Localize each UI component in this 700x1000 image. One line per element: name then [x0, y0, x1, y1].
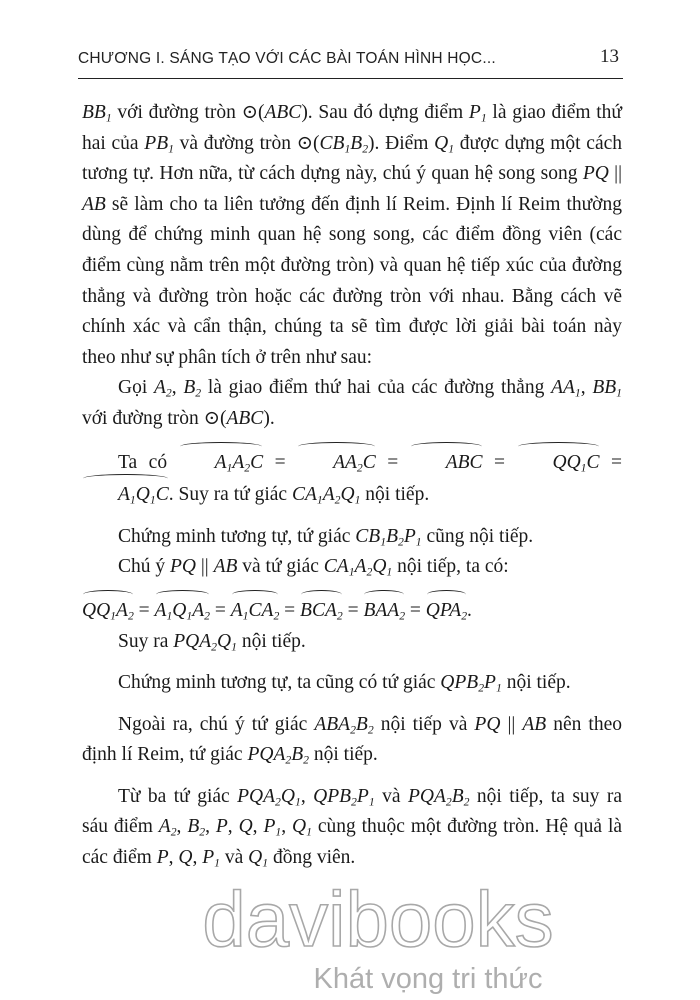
math-symbol: Q [172, 599, 187, 621]
math-subscript: 2 [273, 609, 280, 623]
arc-notation [517, 446, 600, 479]
arc-notation [82, 478, 169, 511]
math-symbol: B [350, 132, 363, 154]
math-subscript: 1 [480, 111, 487, 125]
math-symbol: QQ [552, 451, 581, 473]
math-subscript: 2 [478, 681, 485, 695]
math-symbol: A [158, 816, 171, 838]
math-subscript: 2 [350, 723, 356, 737]
math-subscript: 2 [199, 825, 206, 839]
math-symbol: P [156, 847, 169, 869]
math-symbol: ABC [445, 451, 483, 473]
math-symbol: A [354, 556, 367, 578]
math-subscript: 2 [336, 609, 343, 623]
math-subscript: 1 [168, 142, 174, 156]
watermark-brand: davibooks [202, 880, 554, 963]
math-subscript: 2 [461, 609, 468, 623]
paragraph: Ta có $A_1A_2C = AA_2C$ = ABC = $QQ_1C = A_1Q_1C$. Suy ra tứ giác $CA_1A_2Q_1$ nội tiếp. [82, 446, 622, 511]
math-subscript: 1 [386, 565, 393, 579]
math-symbol: Q [238, 816, 253, 838]
paragraph: Ngoài ra, chú ý tứ giác $ABA_2B_2$ nội tiếp và PQ || AB nên theo định lí Reim, tứ giác $PQA_2B_2$ nội tiếp. [82, 713, 622, 767]
math-subscript: 1 [294, 795, 301, 809]
math-symbol: CA [323, 556, 349, 578]
math-symbol: P [215, 816, 228, 838]
math-symbol: Q [280, 785, 295, 807]
math-subscript: 1 [495, 681, 502, 695]
math-symbol: A [214, 451, 227, 473]
math-symbol: Q [372, 556, 387, 578]
math-symbol: B [183, 377, 196, 399]
arc-notation [155, 594, 210, 627]
math-subscript: 2 [362, 142, 369, 156]
math-symbol: A [118, 484, 130, 506]
math-subscript: 1 [214, 856, 220, 870]
chapter-title: CHƯƠNG I. SÁNG TẠO VỚI CÁC BÀI TOÁN HÌNH HỌC... [78, 50, 496, 67]
math-symbol: AB [522, 713, 547, 735]
math-subscript: 1 [316, 493, 323, 507]
math-subscript: 1 [186, 609, 193, 623]
math-symbol: PQ [474, 713, 501, 735]
paragraph: Suy ra $PQA_2Q_1$ nội tiếp. [118, 630, 306, 653]
page-body [82, 98, 622, 874]
math-symbol: ABA [314, 713, 351, 735]
paragraph: Từ ba tứ giác $PQA_2Q_1$, $QPB_2P_1$ và $PQA_2B_2$ nội tiếp, ta suy ra sáu điểm $A_2$, $B_2$, P, Q, $P_1$, $Q_1$ cùng thuộc một đường tròn. Hệ quả là các điểm P, Q, $P_1$ và $Q_1$ đồng viên. [82, 785, 623, 870]
math-subscript: 2 [170, 825, 177, 839]
math-subscript: 1 [306, 825, 312, 839]
math-symbol: A [230, 599, 243, 621]
math-subscript: 1 [262, 856, 269, 870]
math-symbol: CB [319, 132, 345, 154]
math-symbol: CA [248, 599, 274, 621]
math-subscript: 2 [211, 640, 217, 653]
math-symbol: QPB [313, 785, 352, 807]
math-subscript: 1 [110, 609, 117, 623]
math-subscript: 1 [129, 493, 136, 507]
math-symbol: P [356, 785, 369, 807]
math-symbol: A [154, 599, 167, 621]
arc-notation [297, 446, 376, 479]
math-symbol: B [451, 785, 464, 807]
math-symbol: P [484, 672, 496, 694]
math-symbol: C [155, 484, 169, 506]
math-subscript: 2 [351, 795, 357, 809]
math-subscript: 1 [166, 609, 173, 623]
math-subscript: 1 [149, 493, 156, 507]
math-symbol: PB [144, 132, 169, 154]
math-symbol: BAA [363, 599, 400, 621]
math-symbol: QQ [82, 599, 111, 621]
math-subscript: 1 [344, 142, 351, 156]
math-subscript: 2 [334, 493, 341, 507]
math-subscript: 2 [463, 795, 470, 809]
math-symbol: PQA [247, 744, 286, 766]
math-subscript: 1 [415, 535, 422, 549]
math-subscript: 2 [244, 461, 251, 475]
paragraph: $BB_1$ với đường tròn ⊙(ABC). Sau đó dựng điểm $P_1$ là giao điểm thứ hai của $PB_1$ và đường tròn $⊙(CB_1B_2)$. Điểm $Q_1$ được dựng một cách tương tự. Hơn nữa, từ cách dựng này, chú ý quan hệ song song PQ || AB sẽ làm cho ta liên tưởng đến định lí Reim. Định lí Reim thường dùng để chứng minh quan hệ song song, các điểm đồng viên (các điểm cùng nằm trên một đường tròn) và quan hệ tiếp xúc của đường thẳng và đường tròn hoặc các đường tròn với nhau. Bằng cách vẽ chính xác và cẩn thận, chúng ta sẽ tìm được lời giải bài toán này theo như sự phân tích ở trên như sau: [82, 102, 623, 368]
math-symbol: BB [82, 102, 106, 123]
math-subscript: 2 [399, 609, 406, 623]
math-symbol: AA [333, 451, 357, 473]
watermark-logo [178, 880, 578, 1000]
math-symbol: CB [355, 525, 381, 547]
math-symbol: PQA [173, 630, 212, 652]
arc-notation [231, 594, 280, 627]
math-subscript: 1 [380, 535, 387, 549]
math-symbol: C [362, 451, 376, 473]
paragraph: Chú ý PQ || AB và tứ giác $CA_1A_2Q_1$ nội tiếp, ta có: [118, 556, 509, 579]
watermark-slogan: Khát vọng tri thức [313, 963, 543, 995]
math-subscript: 2 [127, 609, 134, 623]
math-subscript: 1 [105, 111, 112, 125]
math-symbol: AA [551, 377, 575, 399]
math-symbol: A [322, 484, 335, 506]
math-subscript: 2 [445, 795, 452, 809]
math-subscript: 2 [303, 753, 309, 767]
math-symbol: B [355, 713, 368, 735]
math-symbol: C [250, 451, 264, 473]
math-symbol: PQ [170, 556, 197, 578]
math-symbol: Q [340, 484, 355, 506]
paragraph: Chứng minh tương tự, ta cũng có tứ giác $QPB_2P_1$ nội tiếp. [118, 672, 571, 695]
equation-line: $QQ_1A_2 = A_1Q_1A_2 = A_1CA_2 = BCA_2 = BAA_2 = QPA_2$. [82, 594, 622, 627]
math-subscript: 2 [367, 723, 374, 737]
math-symbol: A [192, 599, 205, 621]
math-symbol: B [386, 525, 398, 547]
math-symbol: PQA [237, 785, 276, 807]
math-symbol: QPA [425, 599, 462, 621]
math-symbol: BCA [300, 599, 337, 621]
math-subscript: 1 [448, 142, 455, 156]
math-symbol: A [232, 451, 245, 473]
paragraph: Gọi $A_2$, $B_2$ là giao điểm thứ hai của các đường thẳng $AA_1$, $BB_1$ với đường tròn ⊙(ABC). [82, 377, 623, 429]
math-subscript: 1 [354, 493, 361, 507]
arc-notation [179, 446, 264, 479]
math-symbol: A [116, 599, 128, 621]
math-symbol: P [403, 525, 416, 547]
math-subscript: 1 [242, 609, 249, 623]
math-subscript: 2 [275, 795, 281, 809]
running-header [78, 44, 623, 79]
math-subscript: 1 [226, 461, 233, 475]
math-subscript: 1 [231, 640, 237, 653]
math-symbol: QPB [440, 672, 479, 694]
math-symbol: ABC [264, 102, 302, 123]
math-symbol: P [468, 102, 481, 123]
math-symbol: B [291, 744, 304, 766]
math-symbol: P [202, 847, 215, 869]
arc-notation [363, 594, 405, 627]
math-subscript: 2 [285, 753, 292, 767]
math-symbol: AB [213, 556, 238, 578]
math-symbol: PQA [407, 785, 446, 807]
arc-notation [82, 594, 134, 627]
math-subscript: 2 [366, 565, 373, 579]
math-subscript: 2 [204, 609, 210, 623]
arc-notation [300, 594, 343, 627]
page-number: 13 [600, 46, 619, 67]
math-subscript: 1 [368, 795, 375, 809]
math-symbol: PQ [582, 163, 609, 185]
arc-notation [426, 594, 467, 627]
math-symbol: CA [291, 484, 317, 506]
math-symbol: A [153, 377, 166, 399]
math-subscript: 1 [616, 386, 623, 400]
arc-notation [410, 446, 483, 479]
math-symbol: C [586, 451, 600, 473]
math-subscript: 1 [275, 825, 282, 839]
math-subscript: 2 [397, 535, 404, 549]
paragraph: Chứng minh tương tự, tứ giác $CB_1B_2P_1$ cũng nội tiếp. [118, 525, 534, 549]
math-subscript: 2 [165, 386, 172, 400]
math-symbol: B [187, 816, 200, 838]
math-subscript: 1 [348, 565, 355, 579]
math-symbol: P [263, 816, 276, 838]
math-symbol: Q [217, 630, 232, 652]
math-symbol: AB [82, 193, 106, 215]
math-subscript: 1 [580, 461, 587, 475]
math-subscript: 2 [195, 386, 202, 400]
math-symbol: BB [592, 377, 617, 399]
math-symbol: Q [292, 816, 307, 838]
math-subscript: 1 [574, 386, 581, 400]
math-subscript: 2 [356, 461, 363, 475]
math-symbol: ABC [226, 407, 264, 429]
math-symbol: Q [434, 132, 449, 154]
math-symbol: Q [248, 847, 263, 869]
math-symbol: Q [178, 847, 193, 869]
math-symbol: Q [135, 484, 150, 506]
